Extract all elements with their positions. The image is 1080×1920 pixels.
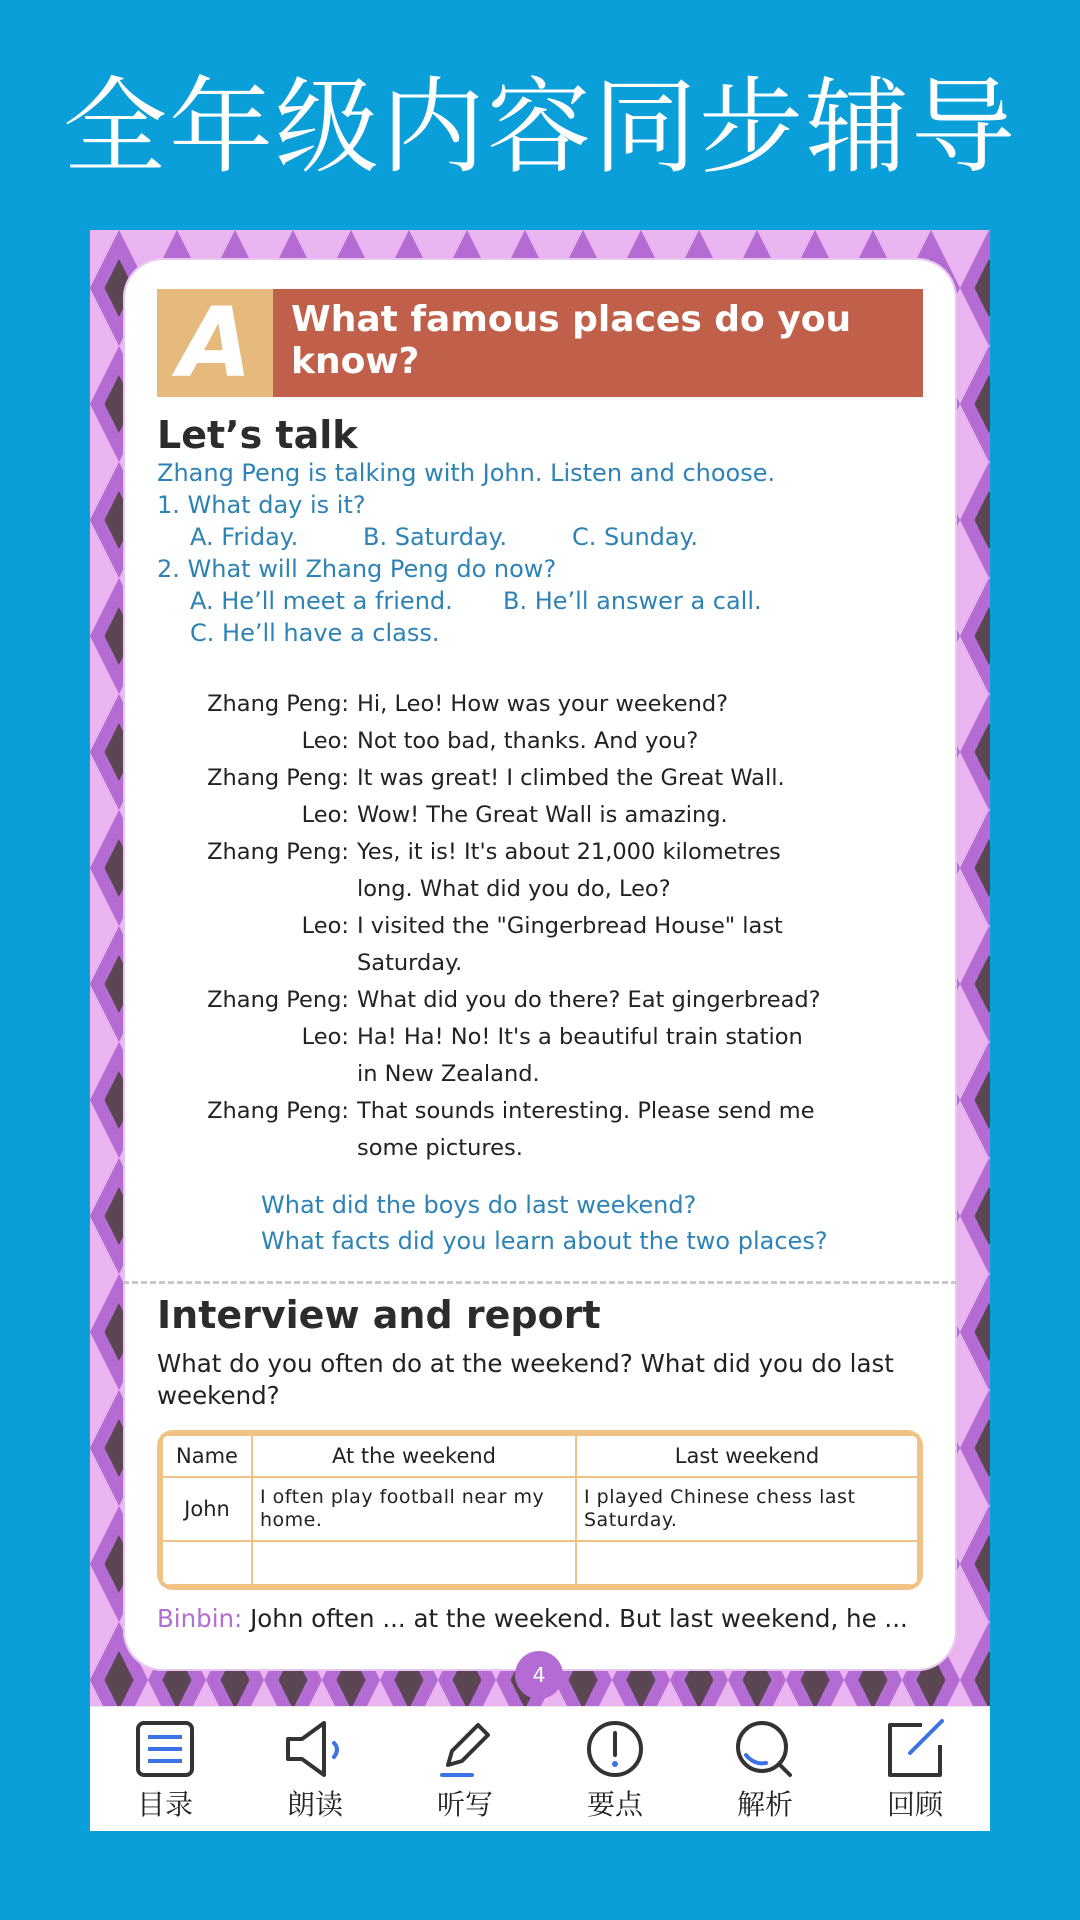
question-1: 1. What day is it? — [157, 491, 366, 519]
q1-option-a: A. Friday. — [190, 523, 299, 551]
table-row — [162, 1477, 918, 1541]
toolbar-label: 要点 — [586, 1788, 643, 1821]
report-speaker: Binbin: — [157, 1604, 243, 1633]
dialogue-text: long. What did you do, Leo? — [357, 876, 671, 902]
dialogue-line — [157, 1093, 917, 1130]
textbook-page — [123, 258, 957, 1687]
search-icon — [732, 1719, 798, 1781]
dialogue-speaker: Leo: — [301, 728, 349, 754]
dialogue-line — [157, 760, 917, 797]
table-header: At the weekend — [252, 1435, 576, 1477]
pencil-icon — [432, 1719, 498, 1781]
table-cell-text: I played Chinese chess last Saturday. — [584, 1486, 856, 1531]
lets-talk-heading: Let’s talk — [157, 413, 358, 457]
dialogue-speaker — [157, 1056, 357, 1093]
dialogue-text: Yes, it is! It's about 21,000 kilometres — [357, 839, 781, 865]
promo-headline: 全年级内容同步辅导 — [62, 66, 1017, 188]
section-title: What famous places do you know? — [291, 299, 852, 382]
dialogue-text: Not too bad, thanks. And you? — [357, 728, 699, 754]
table-cell — [252, 1477, 576, 1541]
dialogue-line — [157, 1130, 917, 1167]
dialogue-text: Hi, Leo! How was your weekend? — [357, 691, 729, 717]
banner-title-box — [273, 289, 923, 397]
toolbar-contents-button[interactable] — [90, 1707, 240, 1831]
toolbar-analysis-button[interactable] — [690, 1707, 840, 1831]
page-number-badge: 4 — [515, 1651, 563, 1699]
interview-heading: Interview and report — [157, 1293, 601, 1337]
report-line — [157, 1604, 908, 1633]
q2-option-a: A. He’ll meet a friend. — [190, 587, 453, 615]
dialogue-speaker: Leo: — [301, 802, 349, 828]
table-cell: John — [162, 1477, 252, 1541]
toolbar-dictation-button[interactable] — [390, 1707, 540, 1831]
section-letter: A — [177, 287, 253, 399]
banner-letter-box — [157, 289, 273, 397]
question-2: 2. What will Zhang Peng do now? — [157, 555, 557, 583]
contents-icon — [132, 1719, 198, 1781]
dialogue-line — [157, 723, 917, 760]
dialogue-text: Saturday. — [357, 950, 463, 976]
table-cell — [162, 1541, 252, 1585]
dialogue-text: some pictures. — [357, 1135, 523, 1161]
dialogue-line — [157, 908, 917, 945]
dialogue-text: in New Zealand. — [357, 1061, 540, 1087]
interview-prompt: What do you often do at the weekend? What did you do last weekend? — [157, 1349, 894, 1410]
table-row — [162, 1541, 918, 1585]
instruction-text: Zhang Peng is talking with John. Listen and choose. — [157, 459, 776, 487]
toolbar-label: 朗读 — [286, 1788, 343, 1821]
toolbar-label: 回顾 — [886, 1788, 943, 1821]
dialogue-line — [157, 871, 917, 908]
toolbar-read-aloud-button[interactable] — [240, 1707, 390, 1831]
follow-up-question-1: What did the boys do last weekend? — [261, 1191, 697, 1219]
table-cell-text: I often play football near my home. — [260, 1486, 545, 1531]
dialogue-line — [157, 834, 917, 871]
dialogue-speaker: Zhang Peng: — [207, 839, 349, 865]
dialogue-line — [157, 797, 917, 834]
table-cell — [576, 1477, 918, 1541]
table-header: Last weekend — [576, 1435, 918, 1477]
dialogue-text: Ha! Ha! No! It's a beautiful train station — [357, 1024, 803, 1050]
toolbar-label: 解析 — [736, 1788, 793, 1821]
dialogue-speaker — [157, 871, 357, 908]
dialogue-speaker — [157, 1130, 357, 1167]
table-header: Name — [162, 1435, 252, 1477]
dialogue-line — [157, 686, 917, 723]
dialogue-text: That sounds interesting. Please send me — [357, 1098, 815, 1124]
interview-table — [157, 1430, 923, 1590]
q2-option-c: C. He’ll have a class. — [190, 619, 440, 647]
bottom-toolbar — [90, 1706, 990, 1831]
q1-option-c: C. Sunday. — [572, 523, 699, 551]
dialogue-text: I visited the "Gingerbread House" last — [357, 913, 783, 939]
table-cell — [252, 1541, 576, 1585]
section-divider — [123, 1281, 957, 1284]
dialogue-speaker: Leo: — [301, 913, 349, 939]
dialogue — [157, 686, 917, 1167]
q2-option-b: B. He’ll answer a call. — [503, 587, 762, 615]
table-header-row — [162, 1435, 918, 1477]
unit-banner — [157, 289, 923, 397]
dialogue-speaker: Zhang Peng: — [207, 987, 349, 1013]
toolbar-key-points-button[interactable] — [540, 1707, 690, 1831]
dialogue-text: What did you do there? Eat gingerbread? — [357, 987, 821, 1013]
toolbar-review-button[interactable] — [840, 1707, 990, 1831]
toolbar-label: 听写 — [436, 1788, 493, 1821]
edit-icon — [882, 1719, 948, 1781]
dialogue-speaker — [157, 945, 357, 982]
q1-option-b: B. Saturday. — [363, 523, 508, 551]
speaker-icon — [282, 1719, 348, 1781]
dialogue-line — [157, 982, 917, 1019]
toolbar-label: 目录 — [136, 1788, 193, 1821]
dialogue-line — [157, 945, 917, 982]
dialogue-speaker: Zhang Peng: — [207, 691, 349, 717]
dialogue-line — [157, 1019, 917, 1056]
report-text: John often ... at the weekend. But last weekend, he ... — [242, 1604, 908, 1633]
dialogue-text: Wow! The Great Wall is amazing. — [357, 802, 728, 828]
dialogue-speaker: Zhang Peng: — [207, 765, 349, 791]
follow-up-question-2: What facts did you learn about the two places? — [261, 1227, 828, 1255]
table-cell — [576, 1541, 918, 1585]
exclamation-icon — [582, 1719, 648, 1781]
dialogue-speaker: Zhang Peng: — [207, 1098, 349, 1124]
dialogue-line — [157, 1056, 917, 1093]
dialogue-text: It was great! I climbed the Great Wall. — [357, 765, 785, 791]
dialogue-speaker: Leo: — [301, 1024, 349, 1050]
app-screen — [90, 230, 990, 1830]
